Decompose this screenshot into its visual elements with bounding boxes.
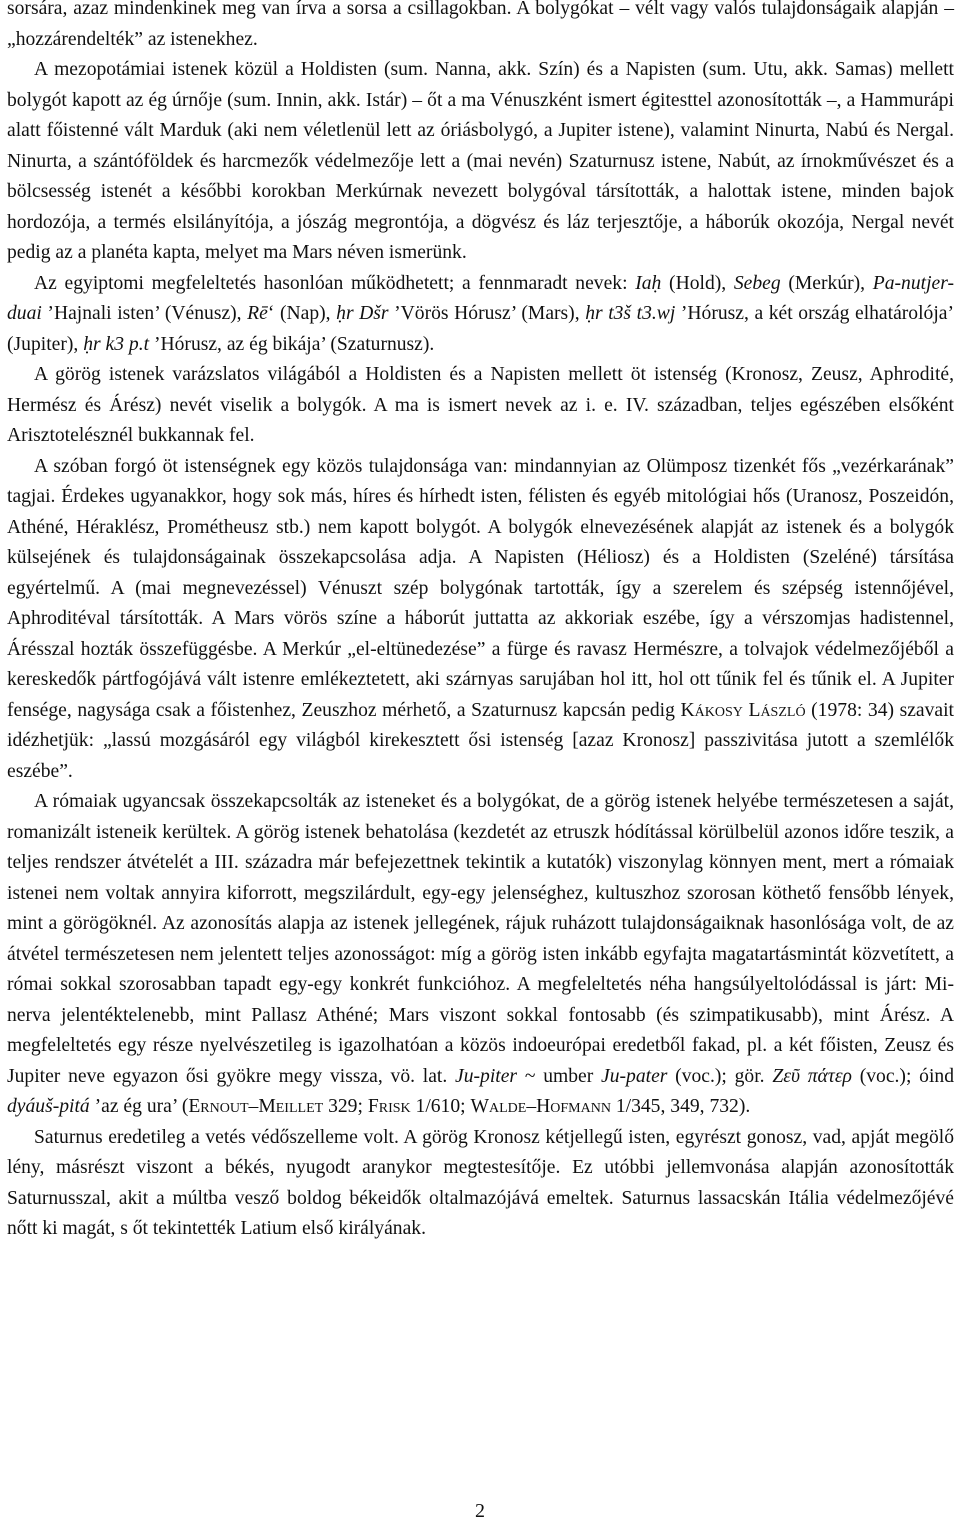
text-run: ~ umber: [517, 1065, 602, 1087]
italic-term: ḥr t3š t3.wj: [585, 303, 676, 324]
text-run: (1978: 34) szavait idézhetjük: „lassú mozgásáról egy világból kirekesztett ősi istenség [azaz Kronosz] passzivitása jutott a szemlélők eszébe”.: [7, 699, 955, 782]
italic-term: Ζεῦ πάτερ: [772, 1065, 852, 1087]
italic-term: Rē: [247, 303, 268, 324]
text-run: ‘ (Nap),: [267, 303, 337, 324]
italic-term: ḥr k3 p.t: [83, 333, 150, 355]
text-run: ’Vörös Hórusz’ (Mars),: [388, 303, 586, 324]
italic-term: Ju-pater: [601, 1065, 668, 1087]
paragraph: [7, 452, 954, 788]
text-run: (Hold),: [661, 272, 734, 294]
page-number: 2: [475, 1500, 485, 1522]
text-run: (Merkúr),: [780, 272, 873, 294]
italic-term: Iaḥ: [635, 272, 662, 294]
paragraph: [7, 787, 954, 1123]
author-name: Walde–Hofmann: [470, 1096, 611, 1117]
text-run: Az egyiptomi megfeleltetés hasonlóan működhetett; a fennmaradt nevek:: [34, 272, 636, 294]
paragraph: [7, 55, 954, 269]
italic-term: Sebeg: [733, 272, 781, 294]
text-run: A mezopotámiai istenek közül a Holdisten (sum. Nanna, akk. Szín) és a Napisten (sum. Utu, akk. Samas) mellett bolygót kapott az ég úrnője (sum. Innin, akk. Istár) – őt a ma Vénuszként ismert égitesttel azonosították –, a Hammurápi alatt főistenné vált Marduk (aki nem véletlenül lett az óriásbolygó, a Jupiter istene), valamint Ninurta, Nabú és Nergal. Ninurta, a szántóföldek és harcmezők védelmezője lett a (mai nevén) Szaturnusz istene, Nabút, az írnokművészet és a bölcsesség istenét a későbbi korokban Merkúrnak nevezett bolygóval társították, a halottak istene, minden bajok hordozója, a termés elsilányítója, a jószág megrontója, a dögvész és láz terjesztője, a háborúk okozója, Nergal nevét pedig az a planéta kapta, melyet ma Mars néven ismerünk.: [7, 59, 954, 263]
text-run: A görög istenek varázslatos világából a Holdisten és a Napisten mellett öt istenség (Kronosz, Zeusz, Aphrodité, Hermész és Árész) nevét viselik a bolygók. A ma is ismert nevek az i. e. IV. században, teljes egészében elsőként Arisztotelésznél bukkannak fel.: [7, 364, 954, 446]
text-run: 1/610;: [410, 1096, 471, 1117]
paragraph: [7, 360, 954, 452]
text-run: ’Hajnali isten’ (Vénusz),: [41, 303, 248, 324]
italic-term: Ju-piter: [455, 1065, 518, 1087]
text-run: 1/345, 349, 732).: [610, 1096, 751, 1117]
paragraph: [7, 0, 954, 55]
author-name: Ernout–Meillet: [188, 1096, 324, 1117]
author-name: Frisk: [367, 1096, 411, 1117]
paragraph: [7, 269, 954, 361]
text-run: sorsára, azaz mindenkinek meg van írva a sorsa a csillagokban. A bolygókat – vélt vagy valós tulajdonságaik alapján – „hozzárendelték” az istenekhez.: [7, 0, 954, 50]
author-name: Kákosy László: [680, 699, 806, 721]
text-run: ’Hórusz, a két ország elhatárolója’ (Jupiter),: [7, 303, 955, 355]
italic-term: ḥr Dšr: [336, 303, 389, 324]
italic-term: dyáuš-pitá: [7, 1096, 90, 1117]
text-run: (voc.); óind: [851, 1065, 954, 1087]
text-run: ’Hórusz, az ég bikája’ (Szaturnusz).: [149, 333, 435, 355]
text-run: Saturnus eredetileg a vetés védőszelleme volt. A görög Kronosz kétjellegű isten, egyrészt gonosz, vad, apját megölő lény, másrészt viszont a békés, nyugodt aranykor megtestesítője. Ez utóbbi jellemvonása alapján azonosították Saturnusszal, akit a múltba vesző boldog békeidők oltalmazójává emeltek. Saturnus lassacskán Itália védelmezőjévé nőtt ki magát, s őt tekintették Latium első királyának.: [7, 1126, 954, 1239]
text-run: A rómaiak ugyancsak összekapcsolták az isteneket és a bolygókat, de a görög istenek helyébe természetesen a saját, romanizált isteneik kerültek. A görög istenek behatolása (kezdetét az etruszk hódítással körülbelül azonos időre teszik, a teljes rendszer átvételét a III. századra már befejezettnek tekintik a kutatók) viszonylag könnyen ment, mert a rómaiak istenei nem voltak annyira kiforrott, megszilárdult, egy-egy jelenséghez, kultuszhoz szorosan köthető fensőbb lények, mint a görögöknél. Az azonosítás alapja az istenek jellegének, rájuk ruházott tulajdonságaiknak hasonlósága volt, de az átvétel természetesen nem jelentett teljes azonosságot: míg a görög isten inkább egyfajta magatartásmintát közvetített, a római sokkal szorosabban tapadt egy-egy konkrét funkcióhoz. A megfeleltetés néha hangsúlyeltolódással is járt: Minerva jelentéktelenebb, mint Pallasz Athéné; Mars viszont sokkal fontosabb (és szimpatikusabb), mint Árész. A megfeleltetés egy része nyelvészetileg is igazolhatóan a közös indoeurópai eredetből fakad, pl. a két főisten, Zeusz és Jupiter neve egyazon ősi gyökre megy vissza, vö. lat.: [7, 791, 954, 1087]
text-run: 329;: [323, 1096, 368, 1117]
italic-term: Pa-nutjer-duai: [7, 272, 954, 324]
paragraph: [7, 1123, 954, 1245]
text-run: ’az ég ura’ (: [89, 1096, 189, 1117]
document-body: [7, 0, 954, 1245]
text-run: A szóban forgó öt istenségnek egy közös tulajdonsága van: mindannyian az Olümposz tizenkét fős „vezérkarának” tagjai. Érdekes ugyanakkor, hogy sok más, híres és hírhedt isten, félisten és egyéb mitológiai hős (Uranosz, Poszeidón, Athéné, Héraklész, Prométheusz stb.) nem kapott bolygót. A bolygók elnevezésének alapját az istenek és a bolygók külsejének és tulajdonságainak összekapcsolása adja. A Napisten (Héliosz) és a Holdisten (Szeléné) társítása egyértelmű. A (mai megnevezéssel) Vénuszt szép bolygónak tartották, így a szerelem és szépség istennőjével, Aphroditéval társították. A Mars vörös színe a háborút juttatta az akkoriak eszébe, így a vérszomjas hadistennel, Árésszal hozták összefüggésbe. A Merkúr „el-eltünedezése” a fürge és ravasz Hermészre, a tolvajok védelmezőjéből a kereskedők pártfogójává vált istenre emlékeztetett, aki szárnyas sarujában hol itt, hol ott tűnik fel és tűnik el. A Jupiter fensége, nagysága csak a főistenhez, Zeuszhoz mérhető, a Szaturnusz kapcsán pedig: [7, 455, 954, 721]
text-run: (voc.); gör.: [667, 1065, 773, 1087]
